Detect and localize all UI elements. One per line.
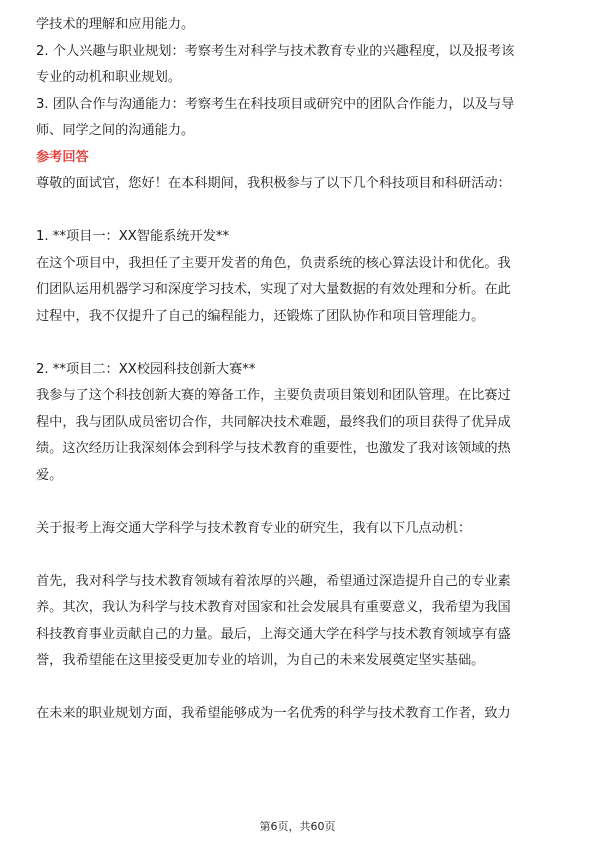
document-body <box>36 12 564 728</box>
intro-line: 2. 个人兴趣与职业规划：考察考生对科学与技术教育专业的兴趣程度，以及报考该 <box>36 43 515 59</box>
spacer <box>36 542 564 569</box>
section-heading: 参考回答 <box>36 149 89 165</box>
motivation-line: 首先，我对科学与技术教育领域有着浓厚的兴趣，希望通过深造提升自己的专业素 <box>36 573 511 589</box>
intro-line: 学技术的理解和应用能力。 <box>36 17 195 32</box>
project-line: 们团队运用机器学习和深度学习技术，实现了对大量数据的有效处理和分析。在此 <box>36 282 511 297</box>
project-line: 过程中，我不仅提升了自己的编程能力，还锻炼了团队协作和项目管理能力。 <box>36 308 485 324</box>
intro-line: 师、同学之间的沟通能力。 <box>36 123 195 138</box>
motivation-line: 养。其次，我认为科学与技术教育对国家和社会发展具有重要意义，我希望为我国 <box>36 600 511 615</box>
intro-line: 3. 团队合作与沟通能力：考察考生在科技项目或研究中的团队合作能力，以及与导 <box>36 96 515 112</box>
project-line: 我参与了这个科技创新大赛的筹备工作，主要负责项目策划和团队管理。在比赛过 <box>36 388 511 403</box>
project-line: 在这个项目中，我担任了主要开发者的角色，负责系统的核心算法设计和优化。我 <box>36 255 511 271</box>
project-line: 程中，我与团队成员密切合作，共同解决技术难题，最终我们的项目获得了优异成 <box>36 414 511 430</box>
intro-line: 专业的动机和职业规划。 <box>36 70 182 85</box>
spacer <box>36 489 564 516</box>
motivation-line: 科技教育事业贡献自己的力量。最后，上海交通大学在科学与技术教育领域享有盛 <box>36 626 511 642</box>
page-number: 第6页，共60页 <box>259 820 336 833</box>
motivation-intro: 关于报考上海交通大学科学与技术教育专业的研究生，我有以下几点动机： <box>36 520 472 536</box>
motivation-line: 誉，我希望能在这里接受更加专业的培训，为自己的未来发展奠定坚实基础。 <box>36 653 485 668</box>
project-title: 2. **项目二：XX校园科技创新大赛** <box>36 361 256 377</box>
project-title: 1. **项目一：XX智能系统开发** <box>36 229 230 244</box>
spacer <box>36 330 564 357</box>
project-line: 爱。 <box>36 467 63 483</box>
career-line: 在未来的职业规划方面，我希望能够成为一名优秀的科学与技术教育工作者，致力 <box>36 706 511 721</box>
greeting-paragraph: 尊敬的面试官，您好！在本科期间，我积极参与了以下几个科技项目和科研活动： <box>36 176 511 191</box>
project-line: 绩。这次经历让我深刻体会到科学与技术教育的重要性，也激发了我对该领域的热 <box>36 441 511 456</box>
spacer <box>36 198 564 225</box>
spacer <box>36 675 564 702</box>
